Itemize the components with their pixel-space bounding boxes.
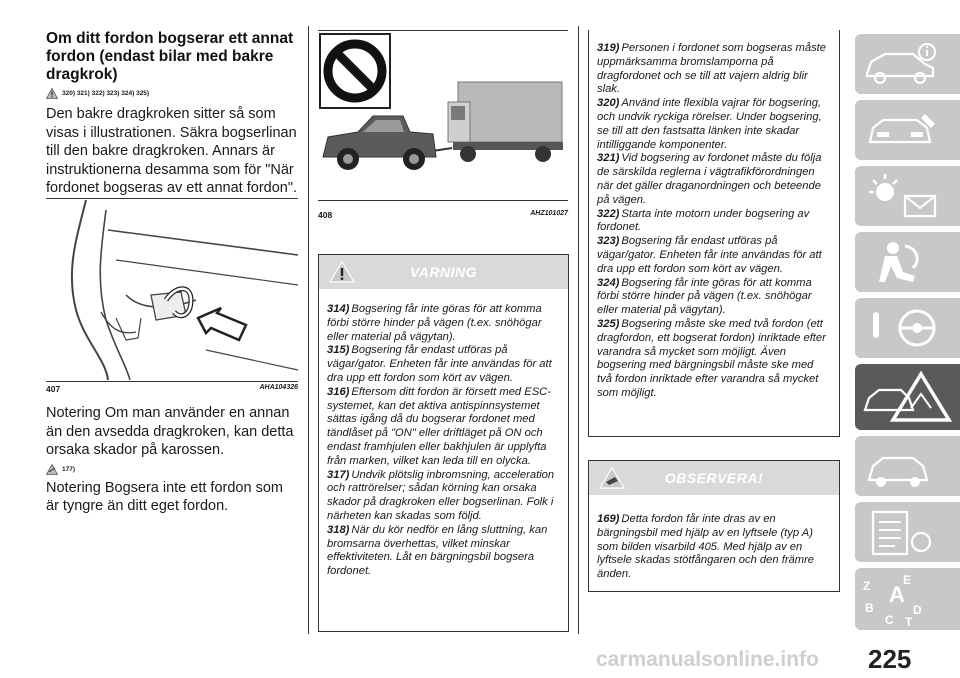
figure-407-top-rule xyxy=(46,198,298,199)
watermark: carmanualsonline.info xyxy=(596,648,819,671)
svg-text:Z: Z xyxy=(863,579,871,593)
tab-steering[interactable] xyxy=(855,298,960,358)
tab-specs[interactable] xyxy=(855,502,960,562)
figure-407-bottom-rule xyxy=(46,381,298,382)
alphabet-index-icon xyxy=(855,568,960,630)
caution-header xyxy=(589,461,839,495)
left-column xyxy=(46,30,298,198)
warning-item: 318) När du kör nedför en lång sluttning, kan bromsarna överhettas, vilket minskar effektiviteten. Låt en bärgningsbil bogsera fordonet. xyxy=(327,523,548,578)
warning-icon xyxy=(329,261,355,283)
column-divider-2 xyxy=(578,26,579,634)
caution-title: OBSERVERA! xyxy=(664,470,764,486)
figure-408-code: AHZ101027 xyxy=(530,210,568,217)
tab-lights[interactable] xyxy=(855,166,960,226)
warning-box xyxy=(318,254,569,632)
svg-text:A: A xyxy=(889,582,905,607)
warning-item: 325) Bogsering måste ske med två fordon (ett dragfordon, ett bogserat fordon) inriktade efter varandra så mycket som möjligt. Även bogsering med bärgningsbil måste ske med två fordon inriktade efter varandra så mycket som möjligt. xyxy=(597,317,826,399)
svg-text:T: T xyxy=(905,615,913,629)
warning-item: 316) Eftersom ditt fordon är försett med ESC-systemet, kan det aktiva antispinnsystemet sättas igång då du bogserar fordonet med tändlåset på "ON" eller driftläget på ON och endast framhjulen eller bakhjulen är upplyfta från marken, vilket kan leda till en olycka. xyxy=(327,385,551,467)
warning-header xyxy=(319,255,568,289)
warning-item: 317) Undvik plötslig inbromsning, acceleration och rattrörelser; sådan körning kan orsaka skador på dragkroken eller bogserlinan. Folk i närheten kan skadas som följd. xyxy=(327,468,555,522)
caution-box xyxy=(588,460,840,592)
warning-item: 321) Vid bogsering av fordonet måste du följa de särskilda reglerna i vägtrafikförordningen när det gäller draganordningen och beteende på vägen. xyxy=(597,152,822,206)
svg-text:B: B xyxy=(865,601,874,615)
car-info-icon xyxy=(855,34,960,94)
figure-407-image xyxy=(46,200,298,380)
lights-mail-icon xyxy=(855,166,960,226)
warning-item: 319) Personen i fordonet som bogseras måste uppmärksamma bromslamporna på dragfordonet och se till att vajern aldrig blir slak. xyxy=(597,42,826,96)
caution-icon xyxy=(599,467,625,489)
figure-407-label xyxy=(46,384,298,394)
svg-text:C: C xyxy=(885,613,894,627)
svg-text:D: D xyxy=(913,603,922,617)
column-divider-1 xyxy=(308,26,309,634)
refs-text: 320) 321) 322) 323) 324) 325) xyxy=(62,90,150,97)
figure-408-bottom-rule xyxy=(318,200,568,201)
left-notes xyxy=(46,404,298,516)
section-title: Om ditt fordon bogserar ett annat fordon (endast bilar med bakre dragkrok) xyxy=(46,30,294,83)
steering-wheel-icon xyxy=(855,298,960,358)
warning-refs xyxy=(46,88,298,99)
tab-emergency[interactable] xyxy=(855,364,960,430)
airbag-person-icon xyxy=(855,232,960,292)
note-1: Notering Om man använder en annan än den avsedda dragkroken, kan detta orsaka skador på karossen. xyxy=(46,405,294,458)
caution-item: 169) Detta fordon får inte dras av en bärgningsbil med hjälp av en lyftsele (typ A) som bilden visarbild 405. Med hjälp av en lyftsele skadas stötfångaren och den främre änden. xyxy=(597,513,815,581)
warning-items xyxy=(319,289,568,585)
tab-car-info[interactable] xyxy=(855,34,960,94)
figure-408-label xyxy=(318,210,568,220)
warning-item: 315) Bogsering får endast utföras på vägar/gator. Enheten får inte användas för att dra upp ett fordon som kört av vägen. xyxy=(327,344,552,384)
car-dashboard-icon xyxy=(855,100,960,160)
tab-index[interactable] xyxy=(855,568,960,630)
warning-item: 314) Bogsering får inte göras för att komma förbi större hinder på vägen (t.ex. snöhögar eller material på vägytan). xyxy=(327,303,542,343)
warning-item: 322) Starta inte motorn under bogsering av fordonet. xyxy=(597,207,810,234)
warning-items-continued xyxy=(589,30,839,407)
figure-408-image xyxy=(318,32,568,200)
tab-service[interactable] xyxy=(855,436,960,496)
note-1-ref xyxy=(46,464,298,475)
warning-item: 323) Bogsering får endast utföras på vägar/gator. Enheten får inte användas för att dra upp ett fordon som kört av vägen. xyxy=(597,235,822,275)
figure-407-number: 407 xyxy=(46,384,61,394)
svg-text:E: E xyxy=(903,573,912,587)
warning-item: 324) Bogsering får inte göras för att komma förbi större hinder på vägen (t.ex. snöhögar eller material på vägytan). xyxy=(597,276,812,317)
figure-407-code: AHA104326 xyxy=(259,384,298,391)
page-number: 225 xyxy=(868,644,912,674)
warning-title: VARNING xyxy=(409,264,478,280)
note-1-ref-text: 177) xyxy=(62,465,76,473)
note-2: Notering Bogsera inte ett fordon som är tyngre än ditt eget fordon. xyxy=(46,479,283,514)
car-service-icon xyxy=(855,436,960,496)
tab-dashboard[interactable] xyxy=(855,100,960,160)
warning-icon xyxy=(46,88,58,99)
figure-408-top-rule xyxy=(318,30,568,31)
caution-items xyxy=(589,495,839,588)
figure-408-number: 408 xyxy=(318,210,333,220)
warning-item: 320) Använd inte flexibla vajrar för bogsering, och undvik ryckiga rörelser. Under bogsering, se till att den fastsatta länken inte skadar intilliggande komponenter. xyxy=(597,97,822,151)
warning-triangle-icon xyxy=(855,364,960,430)
intro-paragraph: Den bakre dragkroken sitter så som visas i illustrationen. Säkra bogserlinan till den bakre dragkroken. Annars är instruktionerna desamma som för "När fordonet bogseras av ett annat fordon". xyxy=(46,106,298,196)
note-icon xyxy=(46,464,58,475)
warning-box-continued xyxy=(588,30,840,437)
tab-airbag[interactable] xyxy=(855,232,960,292)
document-list-icon xyxy=(855,502,960,562)
